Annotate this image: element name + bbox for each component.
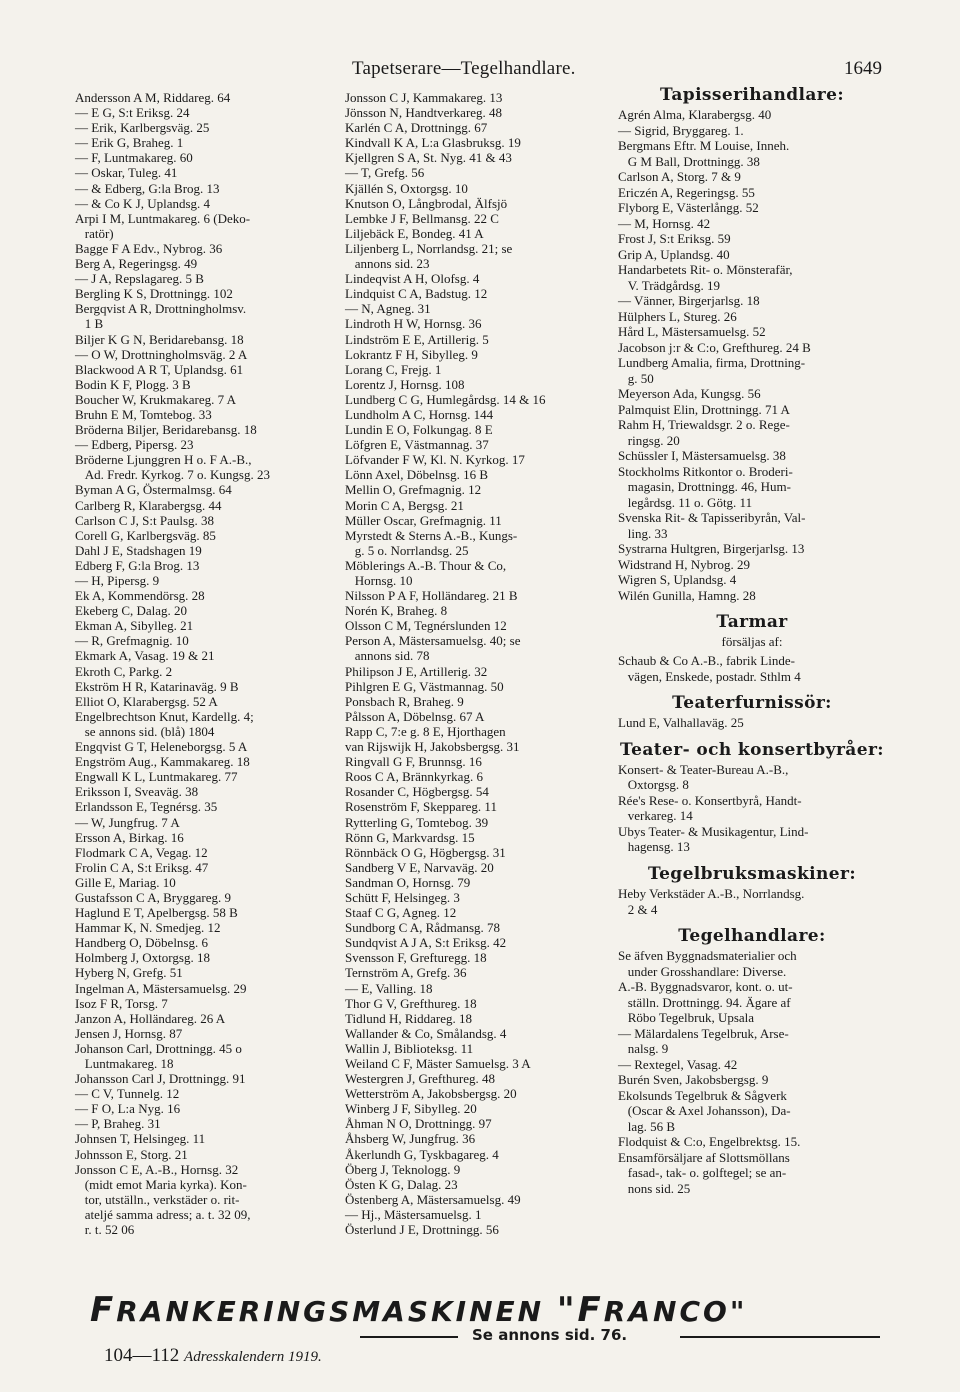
directory-entry: Rahm H, Triewaldsgr. 2 o. Rege- ringsg. 20 — [618, 417, 790, 448]
directory-entry: Ensamförsäljare af Slottsmöllans fasad-, tak- o. golftegel; se an- nons sid. 25 — [618, 1149, 790, 1196]
directory-entry: Winberg J F, Sibylleg. 20 — [345, 1101, 477, 1117]
directory-entry: Ponsbach R, Braheg. 9 — [345, 693, 464, 709]
directory-entry: Karlén C A, Drottningg. 67 — [345, 120, 488, 136]
directory-entry: Pålsson A, Döbelnsg. 67 A — [345, 708, 485, 724]
imprint-book: Adresskalendern 1919. — [184, 1349, 322, 1365]
directory-entry: Wetterström A, Jakobsbergsg. 20 — [345, 1086, 517, 1102]
directory-entry: — F, Luntmakareg. 60 — [75, 150, 193, 166]
directory-entry: Ingelman A, Mästersamuelsg. 29 — [75, 980, 247, 996]
directory-entry: Knutson O, Långbrodal, Älfsjö — [345, 195, 508, 211]
directory-entry: — Mälardalens Tegelbruk, Arse- nalsg. 9 — [618, 1025, 789, 1057]
directory-entry: Lorentz J, Hornsg. 108 — [345, 376, 465, 392]
directory-entry: Rapp C, 7:e g. 8 E, Hjorthagen — [345, 723, 506, 739]
directory-entry: Engelbrechtson Knut, Kardellg. 4; se annons sid. (blå) 1804 — [75, 708, 254, 739]
directory-entry: Berg A, Regeringsg. 49 — [75, 256, 198, 272]
directory-entry: Lokrantz F H, Sibylleg. 9 — [345, 346, 478, 362]
directory-entry: Handberg O, Döbelnsg. 6 — [75, 935, 208, 951]
directory-entry: Haglund E T, Apelbergsg. 58 B — [75, 905, 238, 921]
directory-entry: Bergqvist A R, Drottningholmsv. 1 B — [75, 301, 247, 332]
directory-entry: Åhman N O, Drottningg. 97 — [345, 1116, 492, 1132]
directory-entry: Olsson C M, Tegnérslunden 12 — [345, 618, 507, 634]
directory-entry: Pihlgren E G, Västmannag. 50 — [345, 678, 504, 694]
directory-entry: Bergmans Eftr. M Louise, Inneh. G M Ball, Drottningg. 38 — [618, 138, 790, 169]
directory-entry: Ekolsunds Tegelbruk & Sågverk (Oscar & Axel Johansson), Da- lag. 56 B — [618, 1087, 791, 1134]
directory-entry: Kjellgren S A, St. Nyg. 41 & 43 — [345, 150, 512, 166]
directory-entry: Gille E, Mariag. 10 — [75, 874, 176, 890]
directory-entry: Åhsberg W, Jungfrug. 36 — [345, 1131, 476, 1147]
directory-entry: Rönn G, Markvardsg. 15 — [345, 829, 475, 845]
directory-entry: Thor G V, Grefthureg. 18 — [345, 995, 477, 1011]
directory-entry: Öberg J, Teknologg. 9 — [345, 1161, 461, 1177]
imprint — [104, 1345, 322, 1367]
directory-entry: Rée's Rese- o. Konsertbyrå, Handt- verkareg. 14 — [618, 792, 802, 824]
directory-entry: Rönnbäck O G, Högbergsg. 31 — [345, 844, 506, 860]
directory-entry: Wilén Gunilla, Hamng. 28 — [618, 587, 756, 603]
franco-rest: RANCO" — [603, 1295, 748, 1328]
directory-entry: Gustafsson C A, Bryggareg. 9 — [75, 889, 231, 905]
directory-entry: Ersson A, Birkag. 16 — [75, 829, 184, 845]
directory-entry: Hyberg N, Grefg. 51 — [75, 965, 183, 981]
section-subheading: försäljas af: — [721, 634, 783, 650]
directory-entry: Systrarna Hultgren, Birgerjarlsg. 13 — [618, 541, 805, 557]
directory-entry: Bodin K F, Plogg. 3 B — [75, 376, 191, 392]
section-heading: Tegelbruksmaskiner: — [647, 863, 857, 884]
directory-entry: Frolin C A, S:t Eriksg. 47 — [75, 859, 209, 875]
directory-entry: Müller Oscar, Grefmagnig. 11 — [345, 512, 502, 528]
directory-entry: Johanson Carl, Drottningg. 45 o Luntmakareg. 18 — [75, 1040, 242, 1071]
directory-entry: Wigren S, Uplandsg. 4 — [618, 572, 737, 588]
directory-entry: Sundborg C A, Rådmansg. 78 — [345, 920, 501, 936]
directory-entry: Widstrand H, Nybrog. 29 — [618, 556, 750, 572]
directory-entry: Lundberg C G, Humlegårdsg. 14 & 16 — [345, 391, 546, 407]
directory-entry: Boucher W, Krukmakareg. 7 A — [75, 391, 237, 407]
directory-entry: Jacobson j:r & C:o, Grefthureg. 24 B — [618, 339, 811, 355]
directory-entry: Byman A G, Östermalmsg. 64 — [75, 482, 232, 498]
directory-entry: — M, Hornsg. 42 — [618, 215, 711, 231]
directory-entry: Svenska Rit- & Tapisseribyrån, Val- ling. 33 — [618, 510, 806, 541]
directory-entry: Lund E, Valhallaväg. 25 — [618, 715, 744, 731]
directory-entry: Jonsson C E, A.-B., Hornsg. 32 (midt emot Maria kyrka). Kon- tor, utställn., verkstäder o. rit- ateljé samma adress; a. t. 32 09, r. t. 52 06 — [75, 1161, 251, 1238]
directory-entry: A.-B. Byggnadsvaror, kont. o. ut- ställn. Drottningg. 94. Ägare af Röbo Tegelbruk, Upsala — [618, 979, 793, 1026]
directory-entry: Andersson A M, Riddareg. 64 — [75, 90, 231, 105]
directory-entry: Mellin O, Grefmagnig. 12 — [345, 482, 482, 498]
directory-entry: — Hj., Mästersamuelsg. 1 — [345, 1206, 482, 1222]
directory-entry: Edberg F, G:la Brog. 13 — [75, 557, 200, 573]
directory-entry: Hård L, Mästersamuelsg. 52 — [618, 324, 766, 340]
advertisement-footer — [90, 1290, 890, 1370]
directory-entry: Lembke J F, Bellmansg. 22 C — [345, 210, 499, 226]
directory-entry: Elliot O, Klarabergsg. 52 A — [75, 693, 218, 709]
directory-entry: van Rijswijk H, Jakobsbergsg. 31 — [345, 739, 520, 755]
directory-entry: Lönn Axel, Döbelnsg. 16 B — [345, 467, 488, 483]
directory-entry: Lindström E E, Artillerig. 5 — [345, 331, 489, 347]
directory-entry: — H, Pipersg. 9 — [75, 573, 160, 588]
directory-entry: Rosander C, Högbergsg. 54 — [345, 784, 489, 800]
directory-entry: Palmquist Elin, Drottningg. 71 A — [618, 401, 790, 417]
directory-entry: Myrstedt & Sterns A.-B., Kungs- g. 5 o. Norrlandsg. 25 — [345, 527, 518, 558]
directory-entry: Westergren J, Grefthureg. 48 — [345, 1071, 495, 1087]
directory-entry: Philipson J E, Artillerig. 32 — [345, 663, 488, 679]
directory-entry: Konsert- & Teater-Bureau A.-B., Oxtorgsg. 8 — [618, 761, 789, 793]
directory-entry: Ekroth C, Parkg. 2 — [75, 663, 173, 679]
directory-entry: Isoz F R, Torsg. 7 — [75, 995, 168, 1011]
section-heading: Tegelhandlare: — [678, 926, 826, 947]
directory-entry: Ekmark A, Vasag. 19 & 21 — [75, 648, 215, 664]
directory-entry: — T, Grefg. 56 — [345, 165, 425, 181]
directory-entry: Ericzén A, Regeringsg. 55 — [618, 184, 755, 200]
directory-entry: Bröderna Biljer, Beridarebansg. 18 — [75, 422, 257, 438]
directory-entry: Schütt F, Helsingeg. 3 — [345, 889, 460, 905]
directory-entry: Åkerlundh G, Tyskbagareg. 4 — [345, 1146, 499, 1162]
directory-entry: — Erik G, Braheg. 1 — [75, 135, 184, 151]
directory-entry: Jönsson N, Handtverkareg. 48 — [345, 105, 503, 121]
directory-entry: Sandberg V E, Narvaväg. 20 — [345, 859, 494, 875]
directory-entry: Möblerings A.-B. Thour & Co, Hornsg. 10 — [345, 557, 507, 588]
directory-entry: Engwall K L, Luntmakareg. 77 — [75, 769, 238, 785]
directory-entry: — & Co K J, Uplandsg. 4 — [75, 195, 211, 211]
directory-entry: Löfgren E, Västmannag. 37 — [345, 437, 489, 453]
directory-entry: Roos C A, Brännkyrkag. 6 — [345, 769, 483, 785]
directory-entry: Corell G, Karlbergsväg. 85 — [75, 527, 216, 543]
directory-entry: Se äfven Byggnadsmaterialier och under Grosshandlare: Diverse. — [618, 948, 797, 979]
directory-entry: — R, Grefmagnig. 10 — [75, 633, 189, 649]
directory-entry: Bruhn E M, Tomtebog. 33 — [75, 406, 212, 422]
directory-entry: Dahl J E, Stadshagen 19 — [75, 542, 202, 558]
directory-entry: — J A, Repslagareg. 5 B — [75, 271, 204, 287]
directory-entry: Flodquist & C:o, Engelbrektsg. 15. — [618, 1134, 801, 1150]
directory-entry: — Erik, Karlbergsväg. 25 — [75, 120, 210, 136]
directory-entry: Stockholms Ritkontor o. Broderi- magasin, Drottningg. 46, Hum- legårdsg. 11 o. Götg. 11 — [618, 463, 793, 510]
directory-entry: Lundholm A C, Hornsg. 144 — [345, 406, 494, 422]
directory-entry: Jensen J, Hornsg. 87 — [75, 1025, 183, 1041]
directory-entry: Lindeqvist A H, Olofsg. 4 — [345, 271, 480, 287]
section-heading: Teaterfurnissör: — [672, 693, 832, 714]
directory-entry: Carlson C J, S:t Paulsg. 38 — [75, 512, 215, 528]
page-number: 1649 — [844, 58, 882, 79]
directory-entry: Liljenberg L, Norrlandsg. 21; se annons sid. 23 — [345, 240, 513, 272]
directory-entry: Ternström A, Grefg. 36 — [345, 965, 467, 981]
directory-entry: Flyborg E, Västerlångg. 52 — [618, 200, 759, 216]
directory-entry: Burén Sven, Jakobsbergsg. 9 — [618, 1072, 769, 1088]
directory-entry: Weiland C F, Mäster Samuelsg. 3 A — [345, 1056, 531, 1071]
directory-entry: Sundqvist A J A, S:t Eriksg. 42 — [345, 935, 507, 951]
directory-entry: Ekman A, Sibylleg. 21 — [75, 618, 194, 634]
directory-entry: Löfvander F W, Kl. N. Kyrkog. 17 — [345, 452, 525, 468]
directory-entry: Lindquist C A, Badstug. 12 — [345, 286, 488, 302]
directory-entry: — Vänner, Birgerjarlsg. 18 — [618, 293, 760, 309]
directory-entry: Wallin J, Biblioteksg. 11 — [345, 1040, 474, 1056]
directory-entry: Bergling K S, Drottningg. 102 — [75, 286, 233, 302]
directory-entry: — Oskar, Tuleg. 41 — [75, 165, 178, 181]
directory-entry: Blackwood A R T, Uplandsg. 61 — [75, 361, 244, 377]
directory-entry: Jonsson C J, Kammakareg. 13 — [345, 90, 503, 105]
directory-entry: Östenberg A, Mästersamuelsg. 49 — [345, 1191, 521, 1207]
directory-entry: Eriksson I, Sveaväg. 38 — [75, 784, 199, 800]
directory-entry: Bagge F A Edv., Nybrog. 36 — [75, 240, 223, 256]
directory-entry: Johnsen T, Helsingeg. 11 — [75, 1131, 206, 1147]
directory-entry: Schüssler I, Mästersamuelsg. 38 — [618, 448, 786, 464]
directory-entry: — Sigrid, Bryggareg. 1. — [618, 122, 744, 138]
directory-entry: Meyerson Ada, Kungsg. 56 — [618, 386, 761, 402]
directory-entry: Engström Aug., Kammakareg. 18 — [75, 754, 250, 770]
advert-reference: Se annons sid. 76. — [472, 1326, 628, 1344]
directory-entry: Grip A, Uplandsg. 40 — [618, 246, 730, 262]
directory-entry: Lorang C, Frejg. 1 — [345, 361, 442, 377]
directory-entry: Flodmark C A, Vegag. 12 — [75, 844, 208, 860]
directory-entry: Rosenström F, Skeppareg. 11 — [345, 799, 497, 815]
directory-entry: Hammar K, N. Smedjeg. 12 — [75, 920, 221, 936]
directory-entry: Staaf C G, Agneg. 12 — [345, 905, 457, 921]
directory-entry: Ubys Teater- & Musikagentur, Lind- hagensg. 13 — [618, 823, 809, 855]
directory-entry: Johnsson E, Storg. 21 — [75, 1146, 188, 1162]
column-right — [618, 85, 886, 1196]
section-heading: Tarmar — [716, 612, 788, 633]
directory-entry: Johansson Carl J, Drottningg. 91 — [75, 1071, 246, 1087]
column-left — [75, 90, 337, 1237]
directory-entry: Ringvall G F, Brunnsg. 16 — [345, 754, 482, 770]
section-heading: Tapisserihandlare: — [659, 85, 845, 105]
directory-entry: Engqvist G T, Heleneborgsg. 5 A — [75, 739, 248, 755]
directory-entry: Ekeberg C, Dalag. 20 — [75, 603, 188, 619]
directory-entry: Biljer K G N, Beridarebansg. 18 — [75, 331, 244, 347]
directory-entry: Frost J, S:t Eriksg. 59 — [618, 231, 731, 247]
directory-entry: Österlund J E, Drottningg. 56 — [345, 1222, 499, 1238]
franking-title-initial: F — [90, 1290, 117, 1330]
directory-entry: Carlberg R, Klarabergsg. 44 — [75, 497, 222, 513]
directory-entry: Person A, Mästersamuelsg. 40; se annons sid. 78 — [345, 633, 521, 664]
directory-entry: — O W, Drottningholmsväg. 2 A — [75, 346, 248, 362]
directory-entry: Norén K, Braheg. 8 — [345, 603, 448, 619]
franking-title-rest: RANKERINGSMASKINEN — [116, 1295, 545, 1328]
directory-entry: Lundin E O, Folkungag. 8 E — [345, 422, 493, 438]
franco-initial: "F — [556, 1290, 604, 1330]
column-middle — [345, 90, 615, 1237]
divider-rule — [680, 1336, 880, 1338]
directory-entry: Carlson A, Storg. 7 & 9 — [618, 169, 741, 185]
directory-entry: Janzon A, Holländareg. 26 A — [75, 1010, 226, 1026]
directory-entry: Wallander & Co, Smålandsg. 4 — [345, 1025, 507, 1041]
running-title: Tapetserare—Tegelhandlare. — [352, 58, 576, 79]
directory-entry: — W, Jungfrug. 7 A — [75, 814, 180, 830]
section-heading: Teater- och konsertbyråer: — [620, 739, 884, 760]
directory-entry: Ekström H R, Katarinaväg. 9 B — [75, 678, 239, 694]
franking-machine-title — [90, 1290, 747, 1330]
directory-entry: Kjällén S, Oxtorgsg. 10 — [345, 180, 468, 196]
directory-entry: Lundberg Amalia, firma, Drottning- g. 50 — [618, 355, 806, 386]
directory-entry: — E G, S:t Eriksg. 24 — [75, 105, 190, 121]
directory-entry: Östen K G, Dalag. 23 — [345, 1176, 458, 1192]
divider-rule — [360, 1336, 458, 1338]
directory-entry: — P, Braheg. 31 — [75, 1116, 161, 1132]
directory-entry: Nilsson P A F, Holländareg. 21 B — [345, 588, 518, 604]
directory-entry: Liljebäck E, Bondeg. 41 A — [345, 225, 484, 241]
directory-entry: — Rextegel, Vasag. 42 — [618, 1056, 738, 1072]
directory-entry: Ek A, Kommendörsg. 28 — [75, 588, 205, 604]
directory-entry: — N, Agneg. 31 — [345, 301, 431, 317]
page-header — [0, 58, 960, 82]
directory-entry: Lindroth H W, Hornsg. 36 — [345, 316, 482, 332]
directory-entry: Sandman O, Hornsg. 79 — [345, 874, 471, 890]
directory-entry: — Edberg, Pipersg. 23 — [75, 437, 194, 453]
directory-entry: Erlandsson E, Tegnérsg. 35 — [75, 799, 218, 815]
directory-entry: — F O, L:a Nyg. 16 — [75, 1101, 181, 1117]
directory-entry: Heby Verkstäder A.-B., Norrlandsg. 2 & 4 — [618, 886, 805, 917]
directory-entry: Kindvall K A, L:a Glasbruksg. 19 — [345, 135, 521, 151]
directory-entry: Bröderne Ljunggren H o. F A.-B., Ad. Fredr. Kyrkog. 7 o. Kungsg. 23 — [75, 452, 270, 483]
directory-entry: — E, Valling. 18 — [345, 980, 433, 996]
directory-entry: Hülphers L, Stureg. 26 — [618, 308, 737, 324]
directory-entry: Rytterling G, Tomtebog. 39 — [345, 814, 489, 830]
directory-entry: Agrén Alma, Klarabergsg. 40 — [618, 107, 772, 123]
imprint-pages: 104—112 — [104, 1345, 180, 1366]
directory-entry: Holmberg J, Oxtorgsg. 18 — [75, 950, 210, 966]
directory-entry: Svensson F, Grefturegg. 18 — [345, 950, 487, 966]
directory-entry: Handarbetets Rit- o. Mönsterafär, V. Trädgårdsg. 19 — [618, 262, 793, 293]
directory-entry: Schaub & Co A.-B., fabrik Linde- vägen, Enskede, postadr. Sthlm 4 — [618, 653, 801, 684]
directory-entry: — C V, Tunnelg. 12 — [75, 1086, 180, 1102]
directory-entry: Arpi I M, Luntmakareg. 6 (Deko- ratör) — [75, 210, 251, 241]
directory-entry: Tidlund H, Riddareg. 18 — [345, 1010, 472, 1026]
directory-entry: Morin C A, Bergsg. 21 — [345, 497, 464, 513]
directory-entry: — & Edberg, G:la Brog. 13 — [75, 180, 220, 196]
